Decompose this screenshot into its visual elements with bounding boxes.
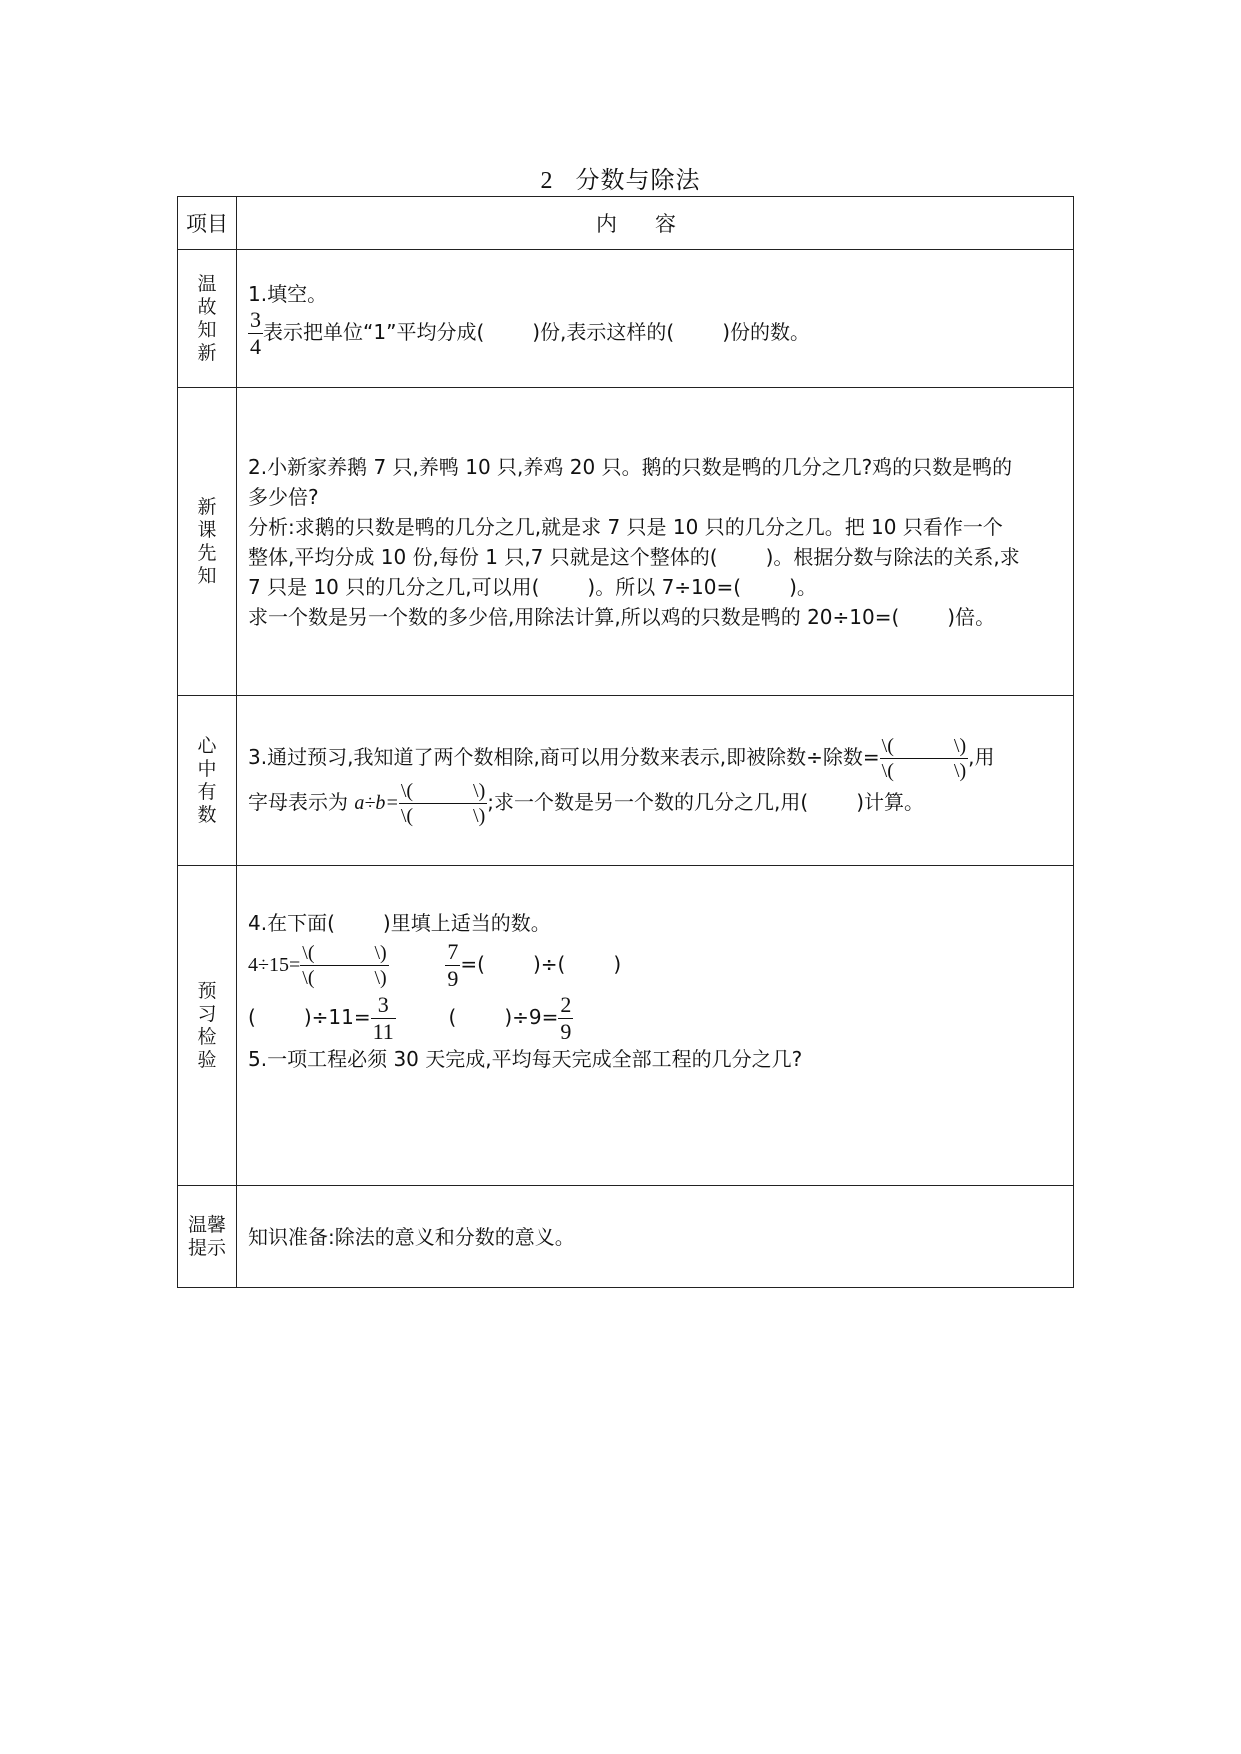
header-item: 项目: [178, 197, 237, 250]
page-title: [0, 160, 1241, 195]
fraction-3-11: $\frac{3}{11}$: [372, 991, 394, 1044]
fraction-2-9: $\frac{2}{9}$: [560, 991, 572, 1044]
fraction-3-4: $\frac{3}{4}$: [250, 307, 261, 359]
header-row: [178, 197, 1074, 250]
question-4-row: 4÷15= $\frac{\backslash( \backslash)}{\backslash( \backslash)}$ $\frac{7}{9}$ =( )÷( ): [248, 938, 622, 991]
row-preview: [178, 388, 1074, 696]
header-content: 内容: [237, 197, 1074, 250]
analysis-line: 整体,平均分成 10 份,每份 1 只,7 只就是这个整体的( )。根据分数与除法的关系,求: [248, 544, 1020, 569]
section-number: 2: [540, 168, 554, 194]
question-1-text: $\frac{3}{4}$ 表示把单位“1”平均分成( )份,表示这样的( )份的数。: [250, 307, 811, 359]
blank-fraction: $\frac{\backslash( \backslash)}{\backslash( \backslash)}$: [400, 779, 486, 827]
question-4-row: ( )÷11= $\frac{3}{11}$ ( )÷9= $\frac{2}{9}$: [248, 991, 572, 1044]
question-5-text: 5.一项工程必须 30 天完成,平均每天完成全部工程的几分之几?: [248, 1046, 803, 1071]
analysis-line: 分析:求鹅的只数是鸭的几分之几,就是求 7 只是 10 只的几分之几。把 10 只看作一个: [248, 514, 1003, 539]
row-label-summary: 心中有数: [178, 696, 237, 866]
question-4-title: 4.在下面( )里填上适当的数。: [248, 910, 551, 935]
row-content-summary: [237, 696, 1074, 866]
question-1-title: 1.填空。: [248, 282, 328, 306]
row-summary: [178, 696, 1074, 866]
row-check: [178, 866, 1074, 1186]
blank-fraction: $\frac{\backslash( \backslash)}{\backslash( \backslash)}$: [302, 941, 387, 989]
section-title: 分数与除法: [575, 166, 701, 194]
worksheet-table: [177, 196, 1074, 1288]
row-content-check: [237, 866, 1074, 1186]
row-content-tips: [237, 1186, 1074, 1288]
row-review: [178, 250, 1074, 388]
question-2-line: 2.小新家养鹅 7 只,养鸭 10 只,养鸡 20 只。鹅的只数是鸭的几分之几?鸡的只数是鸭的: [248, 454, 1013, 479]
row-label-check: 预习检验: [178, 866, 237, 1186]
analysis-line: 求一个数是另一个数的多少倍,用除法计算,所以鸡的只数是鸭的 20÷10=( )倍。: [248, 604, 996, 629]
blank-fraction: $\frac{\backslash( \backslash)}{\backslash( \backslash)}$: [881, 734, 967, 782]
row-content-preview: [237, 388, 1074, 696]
question-3-line: 字母表示为 a÷b= $\frac{\backslash( \backslash)}{\backslash( \backslash)}$ ;求一个数是另一个数的几分之几,用( )计算。: [248, 779, 924, 827]
row-label-preview: 新课先知: [178, 388, 237, 696]
fraction-7-9: $\frac{7}{9}$: [447, 938, 459, 991]
row-tips: [178, 1186, 1074, 1288]
row-label-tips: 温馨提示: [178, 1186, 237, 1288]
row-label-review: 温故知新: [178, 250, 237, 388]
tips-text: 知识准备:除法的意义和分数的意义。: [248, 1224, 575, 1249]
question-3-line: 3.通过预习,我知道了两个数相除,商可以用分数来表示,即被除数÷除数= $\frac{\backslash( \backslash)}{\backslash( \backslash)}$ ,用: [248, 734, 995, 782]
question-2-line: 多少倍?: [248, 484, 319, 509]
analysis-line: 7 只是 10 只的几分之几,可以用( )。所以 7÷10=( )。: [248, 574, 817, 599]
row-content-review: [237, 250, 1074, 388]
